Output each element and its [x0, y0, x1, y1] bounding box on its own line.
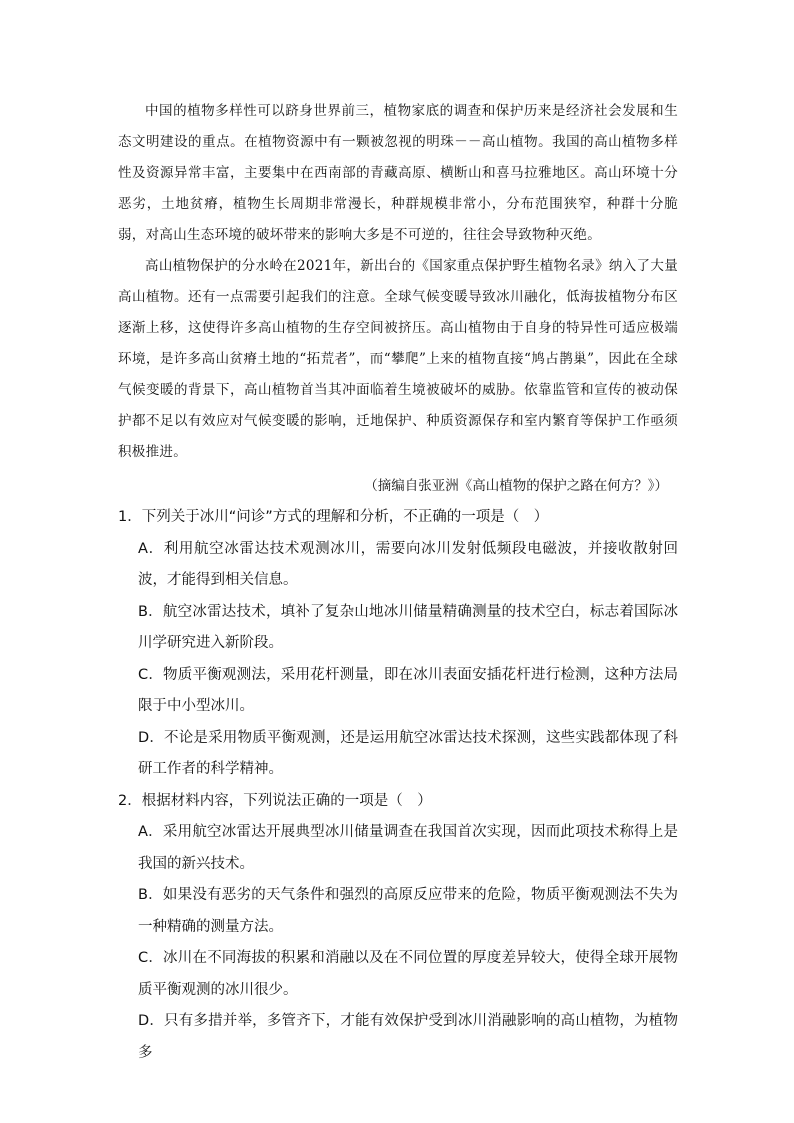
- question-option: D．只有多措并举，多管齐下，才能有效保护受到冰川消融影响的高山植物，为植物多: [138, 1013, 678, 1061]
- question-option: C．物质平衡观测法，采用花杆测量，即在冰川表面安插花杆进行检测，这种方法局限于中小型冰川。: [138, 666, 678, 714]
- question-item: [118, 502, 678, 786]
- question-item: [118, 786, 678, 1070]
- reading-passage: [118, 96, 678, 468]
- question-option: B．如果没有恶劣的天气条件和强烈的高原反应带来的危险，物质平衡观测法不失为一种精确的测量方法。: [138, 887, 678, 935]
- question-option: A．采用航空冰雷达开展典型冰川储量调查在我国首次实现，因而此项技术称得上是我国的新兴技术。: [138, 824, 678, 872]
- passage-source: （摘编自张亚洲《高山植物的保护之路在何方？》）: [364, 478, 668, 494]
- question-option: D．不论是采用物质平衡观测，还是运用航空冰雷达技术探测，这些实践都体现了科研工作者的科学精神。: [138, 729, 678, 777]
- question-option: B．航空冰雷达技术，填补了复杂山地冰川储量精确测量的技术空白，标志着国际冰川学研究进入新阶段。: [138, 603, 678, 651]
- passage-paragraph: 中国的植物多样性可以跻身世界前三，植物家底的调查和保护历来是经济社会发展和生态文明建设的重点。在植物资源中有一颗被忽视的明珠－－高山植物。我国的高山植物多样性及资源异常丰富，主要集中在西南部的青藏高原、横断山和喜马拉雅地区。高山环境十分恶劣，土地贫瘠，植物生长周期非常漫长，种群规模非常小，分布范围狭窄，种群十分脆弱，对高山生态环境的破坏带来的影响大多是不可逆的，往往会导致物种灭绝。: [118, 103, 678, 243]
- question-list: [118, 502, 678, 1069]
- question-option: A．利用航空冰雷达技术观测冰川，需要向冰川发射低频段电磁波，并接收散射回波，才能得到相关信息。: [138, 540, 678, 588]
- passage-paragraph: 高山植物保护的分水岭在2021年，新出台的《国家重点保护野生植物名录》纳入了大量高山植物。还有一点需要引起我们的注意。全球气候变暖导致冰川融化，低海拔植物分布区逐渐上移，这使得许多高山植物的生存空间被挤压。高山植物由于自身的特异性可适应极端环境，是许多高山贫瘠土地的“拓荒者”，而“攀爬”上来的植物直接“鸠占鹊巢”，因此在全球气候变暖的背景下，高山植物首当其冲面临着生境被破坏的威胁。依靠监管和宣传的被动保护都不足以有效应对气候变暖的影响，迁地保护、种质资源保存和室内繁育等保护工作亟须积极推进。: [118, 258, 678, 460]
- question-stem: 1．下列关于冰川“问诊”方式的理解和分析，不正确的一项是（ ）: [118, 509, 549, 525]
- question-option: C．冰川在不同海拔的积累和消融以及在不同位置的厚度差异较大，使得全球开展物质平衡观测的冰川很少。: [138, 950, 678, 998]
- question-stem: 2．根据材料内容，下列说法正确的一项是（ ）: [118, 792, 432, 809]
